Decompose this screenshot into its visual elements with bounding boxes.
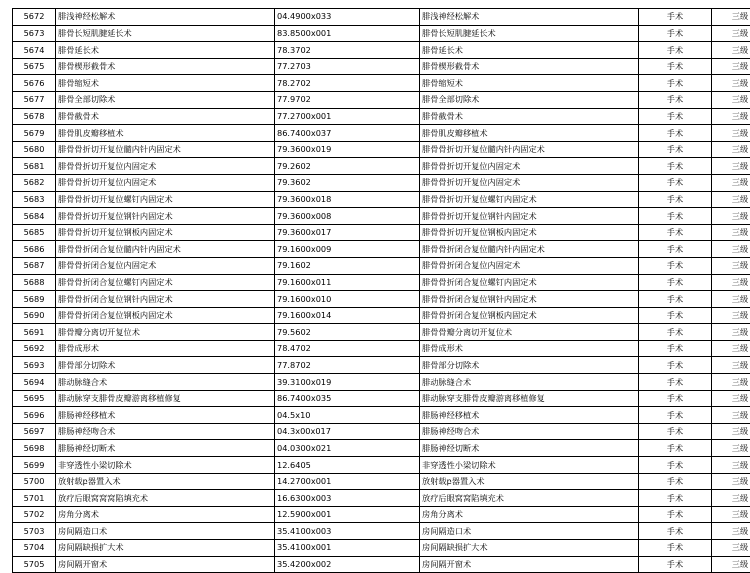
table-row bbox=[13, 307, 750, 324]
cell-name: 腓骨骨折切开复位钢针内固定术 bbox=[56, 208, 275, 225]
cell-index: 5698 bbox=[13, 440, 56, 457]
cell-category: 手术 bbox=[639, 274, 712, 291]
cell-name: 腓浅神经松解术 bbox=[56, 9, 275, 26]
cell-category: 手术 bbox=[639, 174, 712, 191]
cell-name: 腓肠神经切断术 bbox=[56, 440, 275, 457]
cell-name: 腓骨全部切除术 bbox=[56, 91, 275, 108]
cell-code: 79.1602 bbox=[275, 257, 420, 274]
cell-category: 手术 bbox=[639, 158, 712, 175]
cell-name-alt: 腓骨骨折切开复位内固定术 bbox=[420, 158, 639, 175]
cell-index: 5685 bbox=[13, 224, 56, 241]
cell-name: 腓动脉穿支腓骨皮瓣游离移植修复 bbox=[56, 390, 275, 407]
cell-name: 腓骨骨折闭合复位螺钉内固定术 bbox=[56, 274, 275, 291]
table-row bbox=[13, 357, 750, 374]
table-row bbox=[13, 125, 750, 142]
table-row bbox=[13, 241, 750, 258]
table-row bbox=[13, 291, 750, 308]
cell-level: 三级 bbox=[712, 75, 750, 92]
cell-index: 5674 bbox=[13, 42, 56, 59]
cell-code: 79.3600x008 bbox=[275, 208, 420, 225]
cell-name-alt: 腓骨骨折闭合复位髓内针内固定术 bbox=[420, 241, 639, 258]
cell-index: 5688 bbox=[13, 274, 56, 291]
cell-name-alt: 腓骨成形术 bbox=[420, 340, 639, 357]
cell-level: 三级 bbox=[712, 174, 750, 191]
cell-level: 三级 bbox=[712, 556, 750, 573]
cell-level: 三级 bbox=[712, 224, 750, 241]
cell-index: 5680 bbox=[13, 141, 56, 158]
cell-index: 5701 bbox=[13, 490, 56, 507]
cell-name: 腓动脉缝合术 bbox=[56, 374, 275, 391]
cell-level: 三级 bbox=[712, 357, 750, 374]
cell-code: 79.5602 bbox=[275, 324, 420, 341]
cell-code: 86.7400x035 bbox=[275, 390, 420, 407]
cell-name-alt: 腓骨骨折闭合复位钢板内固定术 bbox=[420, 307, 639, 324]
cell-index: 5678 bbox=[13, 108, 56, 125]
table-row bbox=[13, 224, 750, 241]
cell-category: 手术 bbox=[639, 307, 712, 324]
cell-category: 手术 bbox=[639, 108, 712, 125]
cell-name: 房间隔造口术 bbox=[56, 523, 275, 540]
cell-name-alt: 腓骨缩短术 bbox=[420, 75, 639, 92]
cell-category: 手术 bbox=[639, 340, 712, 357]
cell-category: 手术 bbox=[639, 25, 712, 42]
table-row bbox=[13, 473, 750, 490]
cell-name-alt: 腓动脉缝合术 bbox=[420, 374, 639, 391]
cell-category: 手术 bbox=[639, 191, 712, 208]
cell-category: 手术 bbox=[639, 390, 712, 407]
cell-level: 三级 bbox=[712, 440, 750, 457]
cell-name: 腓肠神经移植术 bbox=[56, 407, 275, 424]
cell-category: 手术 bbox=[639, 141, 712, 158]
cell-index: 5697 bbox=[13, 423, 56, 440]
cell-index: 5689 bbox=[13, 291, 56, 308]
cell-level: 三级 bbox=[712, 208, 750, 225]
cell-level: 三级 bbox=[712, 457, 750, 474]
table-row bbox=[13, 158, 750, 175]
cell-category: 手术 bbox=[639, 540, 712, 557]
cell-level: 三级 bbox=[712, 9, 750, 26]
cell-code: 77.2700x001 bbox=[275, 108, 420, 125]
cell-name: 房角分离术 bbox=[56, 506, 275, 523]
cell-level: 三级 bbox=[712, 91, 750, 108]
table-row bbox=[13, 556, 750, 573]
cell-category: 手术 bbox=[639, 556, 712, 573]
cell-index: 5694 bbox=[13, 374, 56, 391]
cell-name-alt: 腓骨骨折切开复位钢板内固定术 bbox=[420, 224, 639, 241]
cell-index: 5677 bbox=[13, 91, 56, 108]
cell-name: 腓骨骨折切开复位髓内针内固定术 bbox=[56, 141, 275, 158]
cell-code: 35.4100x003 bbox=[275, 523, 420, 540]
cell-index: 5696 bbox=[13, 407, 56, 424]
cell-name: 腓骨骨折闭合复位钢针内固定术 bbox=[56, 291, 275, 308]
table-row bbox=[13, 324, 750, 341]
cell-name-alt: 腓骨骨折切开复位钢针内固定术 bbox=[420, 208, 639, 225]
cell-index: 5684 bbox=[13, 208, 56, 225]
cell-index: 5679 bbox=[13, 125, 56, 142]
cell-name-alt: 房间隔缺损扩大术 bbox=[420, 540, 639, 557]
cell-index: 5676 bbox=[13, 75, 56, 92]
cell-name-alt: 腓肠神经切断术 bbox=[420, 440, 639, 457]
cell-code: 83.8500x001 bbox=[275, 25, 420, 42]
cell-code: 14.2700x001 bbox=[275, 473, 420, 490]
cell-name: 腓骨长短肌腱延长术 bbox=[56, 25, 275, 42]
cell-category: 手术 bbox=[639, 423, 712, 440]
cell-code: 04.3x00x017 bbox=[275, 423, 420, 440]
table-row bbox=[13, 457, 750, 474]
cell-code: 35.4100x001 bbox=[275, 540, 420, 557]
cell-name-alt: 放射载բ器置入术 bbox=[420, 473, 639, 490]
cell-index: 5692 bbox=[13, 340, 56, 357]
cell-name: 腓骨延长术 bbox=[56, 42, 275, 59]
cell-name-alt: 非穿透性小梁切除术 bbox=[420, 457, 639, 474]
cell-level: 三级 bbox=[712, 540, 750, 557]
table-row bbox=[13, 75, 750, 92]
cell-index: 5687 bbox=[13, 257, 56, 274]
cell-index: 5690 bbox=[13, 307, 56, 324]
table-row bbox=[13, 141, 750, 158]
table-row bbox=[13, 25, 750, 42]
cell-name: 腓骨骨折闭合复位内固定术 bbox=[56, 257, 275, 274]
cell-level: 三级 bbox=[712, 307, 750, 324]
cell-level: 三级 bbox=[712, 340, 750, 357]
cell-level: 三级 bbox=[712, 390, 750, 407]
cell-level: 三级 bbox=[712, 473, 750, 490]
cell-category: 手术 bbox=[639, 506, 712, 523]
cell-level: 三级 bbox=[712, 374, 750, 391]
cell-code: 79.1600x014 bbox=[275, 307, 420, 324]
cell-code: 16.6300x003 bbox=[275, 490, 420, 507]
cell-code: 04.0300x021 bbox=[275, 440, 420, 457]
table-body bbox=[13, 9, 750, 573]
cell-code: 79.1600x009 bbox=[275, 241, 420, 258]
cell-level: 三级 bbox=[712, 490, 750, 507]
cell-name: 腓骨骨折闭合复位钢板内固定术 bbox=[56, 307, 275, 324]
cell-name: 腓骨截骨术 bbox=[56, 108, 275, 125]
cell-code: 79.3600x017 bbox=[275, 224, 420, 241]
table-row bbox=[13, 58, 750, 75]
cell-category: 手术 bbox=[639, 291, 712, 308]
surgery-code-table bbox=[12, 8, 750, 573]
table-row bbox=[13, 440, 750, 457]
cell-index: 5700 bbox=[13, 473, 56, 490]
cell-name-alt: 腓骨骨折闭合复位钢针内固定术 bbox=[420, 291, 639, 308]
cell-name-alt: 腓骨楔形截骨术 bbox=[420, 58, 639, 75]
cell-category: 手术 bbox=[639, 224, 712, 241]
cell-name: 腓骨缩短术 bbox=[56, 75, 275, 92]
cell-category: 手术 bbox=[639, 91, 712, 108]
cell-level: 三级 bbox=[712, 191, 750, 208]
cell-level: 三级 bbox=[712, 25, 750, 42]
cell-code: 04.5x10 bbox=[275, 407, 420, 424]
cell-level: 三级 bbox=[712, 42, 750, 59]
cell-index: 5699 bbox=[13, 457, 56, 474]
cell-level: 三级 bbox=[712, 158, 750, 175]
cell-code: 77.2703 bbox=[275, 58, 420, 75]
cell-name: 放疗后眼窝窝窝陷填充术 bbox=[56, 490, 275, 507]
cell-name: 放射载բ器置入术 bbox=[56, 473, 275, 490]
cell-code: 12.6405 bbox=[275, 457, 420, 474]
cell-level: 三级 bbox=[712, 423, 750, 440]
table-row bbox=[13, 340, 750, 357]
cell-name: 腓骨骨折切开复位螺钉内固定术 bbox=[56, 191, 275, 208]
cell-category: 手术 bbox=[639, 407, 712, 424]
cell-name: 腓肠神经吻合术 bbox=[56, 423, 275, 440]
cell-code: 79.3600x019 bbox=[275, 141, 420, 158]
cell-name-alt: 腓骨骨折切开复位螺钉内固定术 bbox=[420, 191, 639, 208]
cell-index: 5704 bbox=[13, 540, 56, 557]
cell-category: 手术 bbox=[639, 374, 712, 391]
cell-level: 三级 bbox=[712, 291, 750, 308]
cell-index: 5675 bbox=[13, 58, 56, 75]
cell-name: 腓骨成形术 bbox=[56, 340, 275, 357]
cell-index: 5693 bbox=[13, 357, 56, 374]
table-row bbox=[13, 108, 750, 125]
cell-name-alt: 房间隔造口术 bbox=[420, 523, 639, 540]
table-row bbox=[13, 390, 750, 407]
table-row bbox=[13, 174, 750, 191]
cell-category: 手术 bbox=[639, 457, 712, 474]
cell-level: 三级 bbox=[712, 58, 750, 75]
cell-name-alt: 腓骨延长术 bbox=[420, 42, 639, 59]
cell-index: 5703 bbox=[13, 523, 56, 540]
table-row bbox=[13, 42, 750, 59]
cell-name-alt: 腓动脉穿支腓骨皮瓣游离移植修复 bbox=[420, 390, 639, 407]
cell-name-alt: 腓肠神经移植术 bbox=[420, 407, 639, 424]
cell-name: 腓骨楔形截骨术 bbox=[56, 58, 275, 75]
cell-name: 腓骨骨折切开复位钢板内固定术 bbox=[56, 224, 275, 241]
cell-category: 手术 bbox=[639, 241, 712, 258]
cell-name-alt: 腓浅神经松解术 bbox=[420, 9, 639, 26]
cell-category: 手术 bbox=[639, 324, 712, 341]
cell-name-alt: 腓骨骨折闭合复位螺钉内固定术 bbox=[420, 274, 639, 291]
cell-level: 三级 bbox=[712, 506, 750, 523]
cell-category: 手术 bbox=[639, 490, 712, 507]
cell-category: 手术 bbox=[639, 208, 712, 225]
table-row bbox=[13, 374, 750, 391]
cell-name: 腓骨瓣分离切开复位术 bbox=[56, 324, 275, 341]
cell-level: 三级 bbox=[712, 274, 750, 291]
cell-category: 手术 bbox=[639, 357, 712, 374]
cell-name-alt: 腓骨骨瓣分离切开复位术 bbox=[420, 324, 639, 341]
cell-name-alt: 房间隔开窗术 bbox=[420, 556, 639, 573]
cell-level: 三级 bbox=[712, 141, 750, 158]
cell-code: 79.1600x010 bbox=[275, 291, 420, 308]
cell-name: 房间隔开窗术 bbox=[56, 556, 275, 573]
cell-category: 手术 bbox=[639, 125, 712, 142]
cell-category: 手术 bbox=[639, 473, 712, 490]
cell-index: 5672 bbox=[13, 9, 56, 26]
cell-name: 腓骨骨折切开复位内固定术 bbox=[56, 174, 275, 191]
cell-index: 5686 bbox=[13, 241, 56, 258]
cell-name-alt: 腓骨肌皮瓣移植术 bbox=[420, 125, 639, 142]
cell-code: 86.7400x037 bbox=[275, 125, 420, 142]
cell-name-alt: 房角分离术 bbox=[420, 506, 639, 523]
cell-category: 手术 bbox=[639, 257, 712, 274]
cell-level: 三级 bbox=[712, 125, 750, 142]
cell-name: 非穿透性小梁切除术 bbox=[56, 457, 275, 474]
cell-name-alt: 腓骨骨折切开复位髓内针内固定术 bbox=[420, 141, 639, 158]
cell-level: 三级 bbox=[712, 407, 750, 424]
cell-name-alt: 腓肠神经吻合术 bbox=[420, 423, 639, 440]
cell-name: 房间隔缺损扩大术 bbox=[56, 540, 275, 557]
cell-name-alt: 放疗后眼窝窝陷填充术 bbox=[420, 490, 639, 507]
cell-index: 5702 bbox=[13, 506, 56, 523]
cell-category: 手术 bbox=[639, 9, 712, 26]
cell-code: 79.3600x018 bbox=[275, 191, 420, 208]
table-row bbox=[13, 523, 750, 540]
cell-code: 78.2702 bbox=[275, 75, 420, 92]
cell-name-alt: 腓骨截骨术 bbox=[420, 108, 639, 125]
cell-name: 腓骨肌皮瓣移植术 bbox=[56, 125, 275, 142]
cell-index: 5682 bbox=[13, 174, 56, 191]
cell-code: 39.3100x019 bbox=[275, 374, 420, 391]
cell-level: 三级 bbox=[712, 241, 750, 258]
cell-name: 腓骨骨折闭合复位髓内针内固定术 bbox=[56, 241, 275, 258]
cell-category: 手术 bbox=[639, 42, 712, 59]
cell-code: 04.4900x033 bbox=[275, 9, 420, 26]
table-row bbox=[13, 9, 750, 26]
cell-code: 79.3602 bbox=[275, 174, 420, 191]
cell-index: 5705 bbox=[13, 556, 56, 573]
cell-code: 78.4702 bbox=[275, 340, 420, 357]
cell-code: 35.4200x002 bbox=[275, 556, 420, 573]
cell-category: 手术 bbox=[639, 440, 712, 457]
cell-index: 5681 bbox=[13, 158, 56, 175]
cell-name: 腓骨骨折切开复位内固定术 bbox=[56, 158, 275, 175]
table-row bbox=[13, 208, 750, 225]
cell-code: 79.1600x011 bbox=[275, 274, 420, 291]
cell-code: 77.8702 bbox=[275, 357, 420, 374]
cell-code: 79.2602 bbox=[275, 158, 420, 175]
cell-level: 三级 bbox=[712, 523, 750, 540]
cell-code: 78.3702 bbox=[275, 42, 420, 59]
cell-level: 三级 bbox=[712, 324, 750, 341]
table-row bbox=[13, 490, 750, 507]
cell-category: 手术 bbox=[639, 75, 712, 92]
cell-code: 77.9702 bbox=[275, 91, 420, 108]
cell-category: 手术 bbox=[639, 58, 712, 75]
table-row bbox=[13, 423, 750, 440]
cell-name-alt: 腓骨长短肌腱延长术 bbox=[420, 25, 639, 42]
cell-name-alt: 腓骨骨折闭合复位内固定术 bbox=[420, 257, 639, 274]
table-row bbox=[13, 257, 750, 274]
cell-name-alt: 腓骨骨折切开复位内固定术 bbox=[420, 174, 639, 191]
cell-category: 手术 bbox=[639, 523, 712, 540]
cell-name-alt: 腓骨部分切除术 bbox=[420, 357, 639, 374]
cell-index: 5673 bbox=[13, 25, 56, 42]
table-row bbox=[13, 506, 750, 523]
cell-index: 5695 bbox=[13, 390, 56, 407]
cell-level: 三级 bbox=[712, 257, 750, 274]
cell-index: 5683 bbox=[13, 191, 56, 208]
cell-code: 12.5900x001 bbox=[275, 506, 420, 523]
cell-name: 腓骨部分切除术 bbox=[56, 357, 275, 374]
table-row bbox=[13, 91, 750, 108]
cell-name-alt: 腓骨全部切除术 bbox=[420, 91, 639, 108]
cell-index: 5691 bbox=[13, 324, 56, 341]
table-row bbox=[13, 540, 750, 557]
table-row bbox=[13, 407, 750, 424]
table-row bbox=[13, 274, 750, 291]
table-row bbox=[13, 191, 750, 208]
cell-level: 三级 bbox=[712, 108, 750, 125]
